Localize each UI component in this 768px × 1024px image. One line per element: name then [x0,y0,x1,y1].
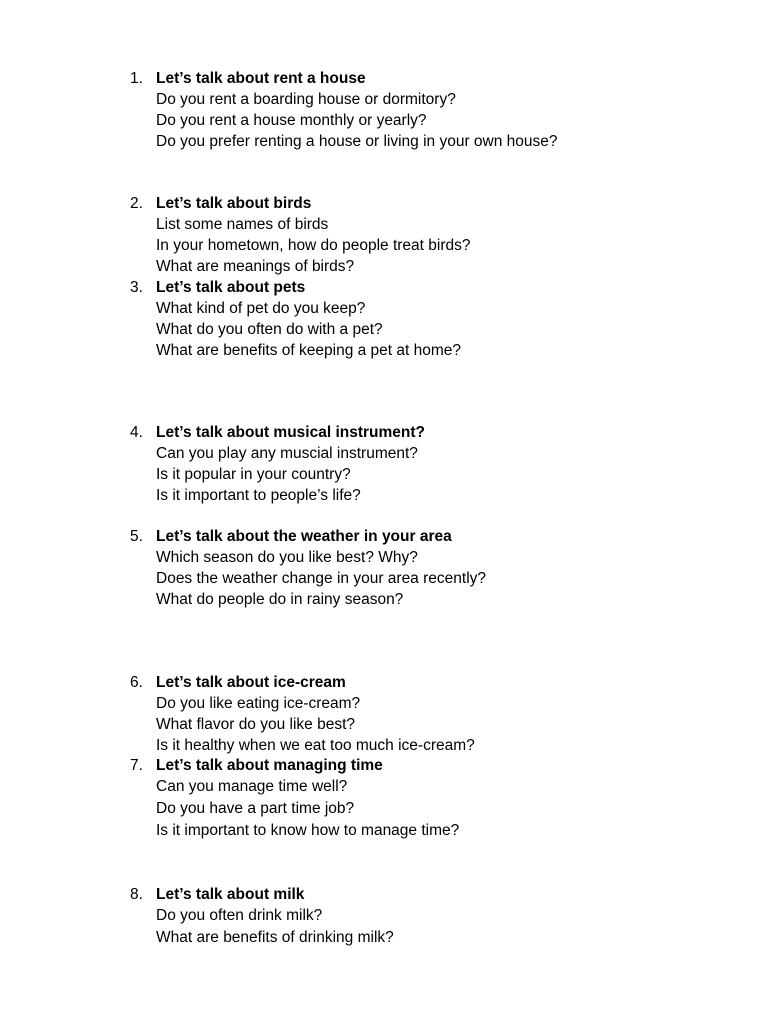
topic-heading [130,68,730,89]
topic-title: Let’s talk about the weather in your area [156,528,452,545]
question-line: What do you often do with a pet? [156,321,383,338]
question-line: What are benefits of keeping a pet at home? [156,342,462,359]
question-line: Do you prefer renting a house or living in your own house? [156,133,558,150]
question-line: What do people do in rainy season? [156,591,404,608]
topic-title: Let’s talk about ice-cream [156,674,346,691]
topic-title: Let’s talk about rent a house [156,70,366,87]
question-line: What are benefits of drinking milk? [156,929,394,946]
topic-title: Let’s talk about pets [156,279,306,296]
question-line: Is it important to people’s life? [156,487,361,504]
topic-title: Let’s talk about milk [156,886,305,903]
question-line: Can you manage time well? [156,778,348,795]
topic-heading [130,884,730,905]
topic-number: 4. [130,424,143,441]
question-line: Do you often drink milk? [156,907,323,924]
question-line: Which season do you like best? Why? [156,549,418,566]
topic-number: 2. [130,195,143,212]
question-line: What are meanings of birds? [156,258,355,275]
topic-number: 5. [130,528,143,545]
topic-heading [130,193,730,214]
topic-item [130,672,730,756]
question-line: Is it healthy when we eat too much ice-cream? [156,737,475,754]
topic-item [130,68,730,152]
topic-item [130,526,730,610]
topic-heading [130,526,730,547]
question-line: Do you have a part time job? [156,800,355,817]
topic-heading [130,422,730,443]
topic-heading [130,277,730,298]
topic-number: 8. [130,886,143,903]
topic-title: Let’s talk about musical instrument? [156,424,426,441]
question-line: Do you rent a house monthly or yearly? [156,112,427,129]
question-line: Do you like eating ice-cream? [156,695,361,712]
topic-number: 1. [130,70,143,87]
question-line: Can you play any muscial instrument? [156,445,418,462]
topic-number: 6. [130,674,143,691]
question-line: List some names of birds [156,216,329,233]
question-line: Is it popular in your country? [156,466,351,483]
topic-title: Let’s talk about birds [156,195,312,212]
topic-item [130,755,730,842]
question-line: In your hometown, how do people treat birds? [156,237,471,254]
topic-heading [130,755,730,776]
question-line: What kind of pet do you keep? [156,300,366,317]
question-line: Do you rent a boarding house or dormitory? [156,91,456,108]
topic-heading [130,672,730,693]
question-line: What flavor do you like best? [156,716,356,733]
topic-item [130,884,730,949]
topic-item [130,277,730,361]
question-line: Is it important to know how to manage time? [156,822,460,839]
topic-item [130,193,730,277]
topic-title: Let’s talk about managing time [156,757,383,774]
topic-number: 3. [130,279,143,296]
topic-number: 7. [130,757,143,774]
topic-item [130,422,730,506]
question-line: Does the weather change in your area recently? [156,570,487,587]
